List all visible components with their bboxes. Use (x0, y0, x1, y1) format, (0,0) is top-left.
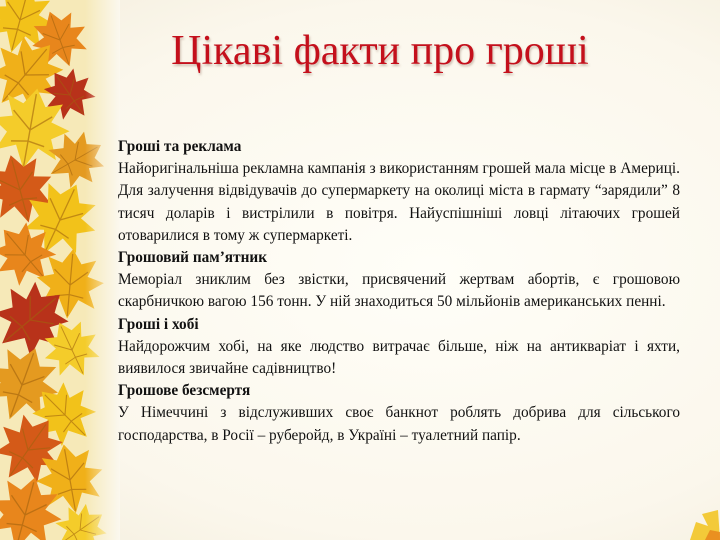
section-heading-immortality: Грошове безсмертя (118, 382, 251, 400)
section-text-ads: Найоригінальніша рекламна кампанія з використанням грошей мала місце в Америці. Для залучення відвідувачів до супермаркету на околиці міста в гармату “зарядили” 8 тисяч доларів і вистрілили в повітря. Найуспішніші ловці літаючих грошей отоварилися в тому ж супермаркеті. (118, 160, 680, 244)
section-heading-ads: Гроші та реклама (118, 138, 242, 155)
section-text-immortality: У Німеччині з відслуживших своє банкнот роблять добрива для сільського господарства, в Росії – руберойд, в Україні – туалетний папір. (118, 404, 680, 444)
corner-leaves-decoration (630, 470, 720, 540)
facts-content (118, 136, 680, 447)
slide-title: Цікаві факти про гроші (171, 28, 589, 74)
autumn-leaves-border (0, 0, 120, 540)
section-heading-monument: Грошовий пам’ятник (118, 249, 268, 267)
section-text-hobby: Найдорожчим хобі, на яке людство витрачає більше, ніж на антикваріат і яхти, виявилося звичайне садівництво! (118, 337, 680, 378)
section-text-monument: Меморіал зниклим без звістки, присвячений жертвам абортів, є грошовою скарбничкою вагою 156 тонн. У ній знаходиться 50 мільйонів американських пенні. (118, 271, 680, 311)
section-heading-hobby: Гроші і хобі (118, 315, 199, 333)
